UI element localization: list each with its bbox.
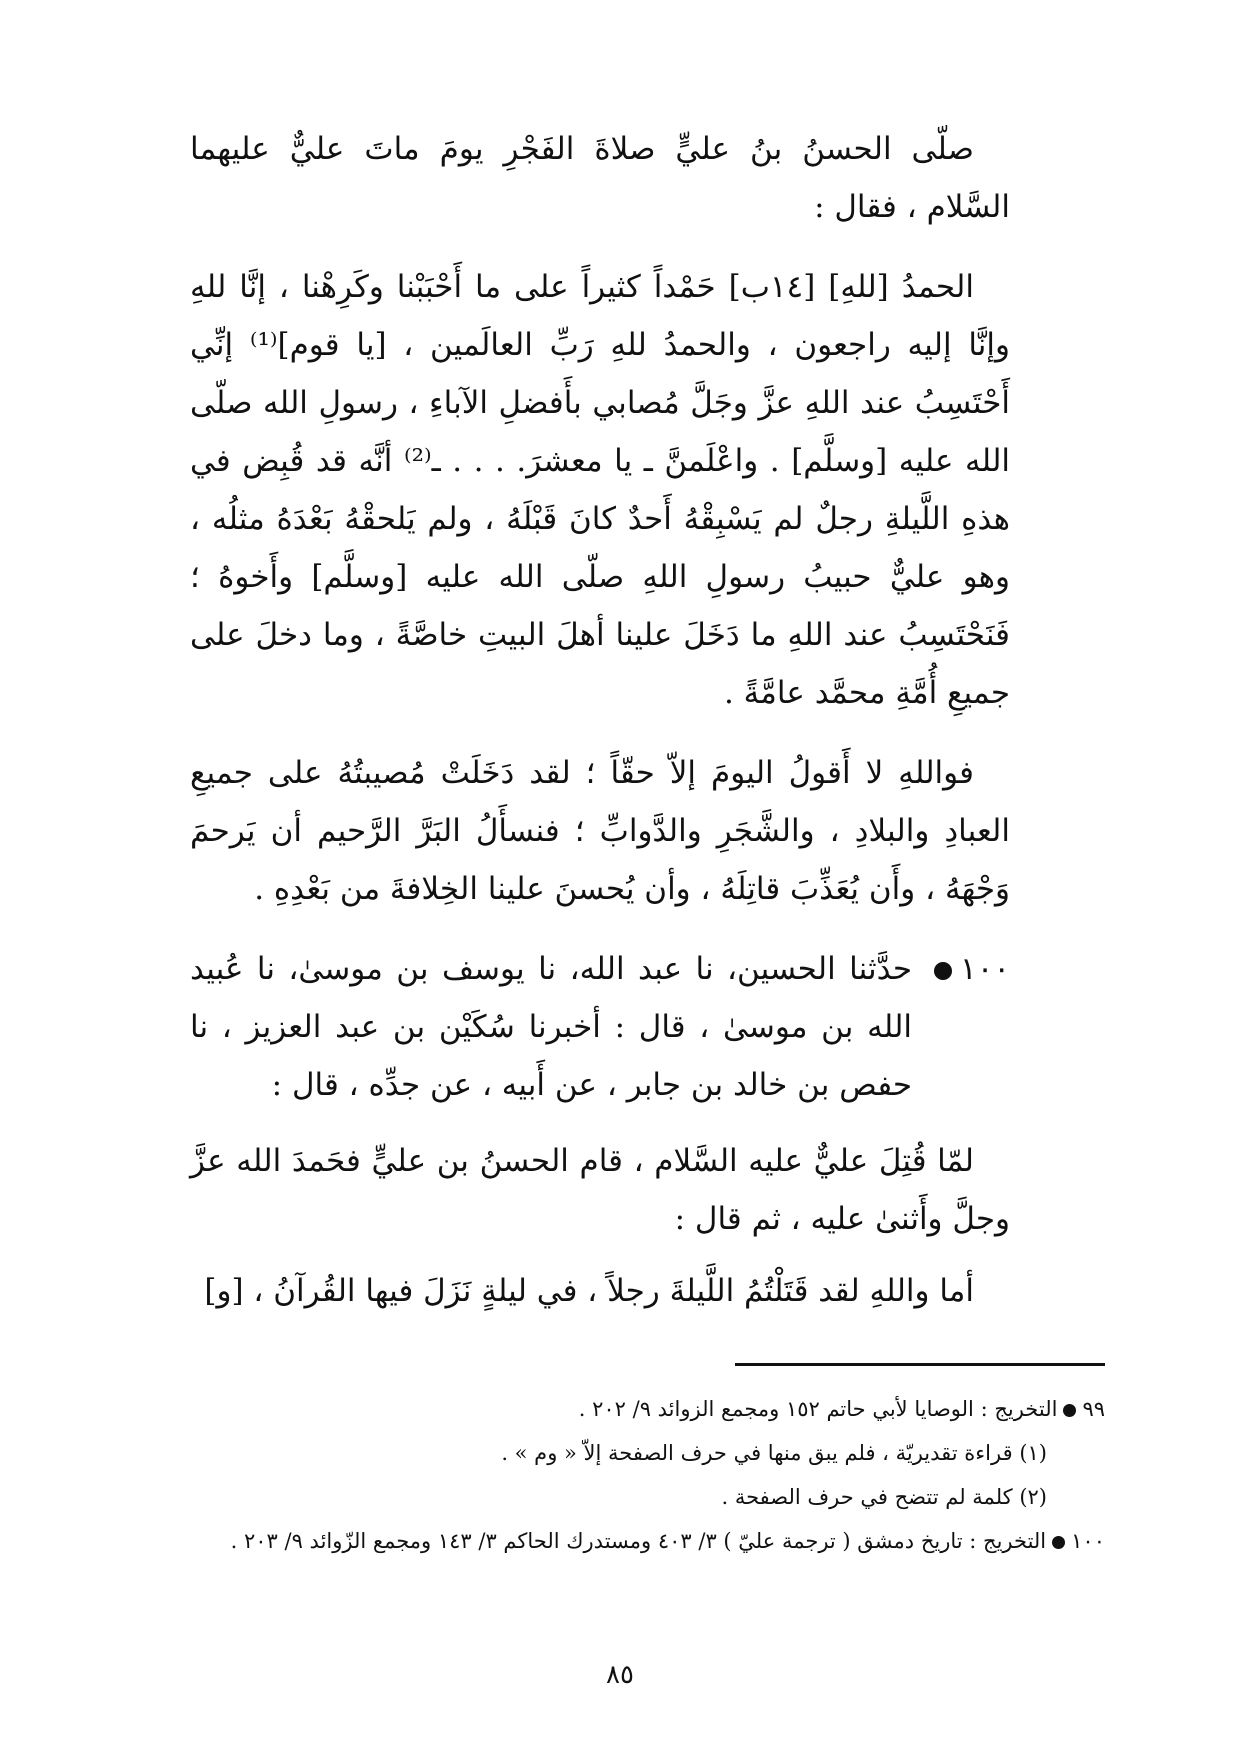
paragraph-sermon-continued: فواللهِ لا أَقولُ اليومَ إلاّ حقّاً ؛ لقد دَخَلَتْ مُصيبتُهُ على جميعِ العبادِ والبلادِ ، والشَّجَرِ والدَّوابِّ ؛ فنسأَلُ البَرَّ الرَّحيم أن يَرحمَ وَجْهَهُ ، وأَن يُعَذِّبَ قاتِلَهُ ، وأن يُحسنَ علينا الخِلافةَ من بَعْدِهِ . bbox=[190, 755, 1010, 907]
paragraph-intro: صلّى الحسنُ بنُ عليٍّ صلاةَ الفَجْرِ يومَ ماتَ عليٌّ عليهما السَّلام ، فقال : bbox=[190, 131, 1010, 225]
page-number: ٨٥ bbox=[606, 1660, 634, 1690]
footnote-99: ٩٩التخريج : الوصايا لأبي حاتم ١٥٢ ومجمع الزوائد ٩/ ٢٠٢ . bbox=[578, 1397, 1105, 1421]
hadith-chain: حدَّثنا الحسين، نا عبد الله، نا يوسف بن موسىٰ، نا عُبيد الله بن موسىٰ ، قال : أخبرنا سُكَيْن بن عبد العزيز ، نا حفص بن خالد بن جابر ، عن أَبيه ، عن جدِّه ، قال : bbox=[190, 951, 913, 1103]
paragraph-sermon: الحمدُ [للهِ] [١٤ب] حَمْداً كثيراً على ما أَحْبَبْنا وكَرِهْنا ، إنَّا للهِ وإنَّا إليه راجعون ، والحمدُ للهِ رَبِّ العالَمين ، [يا قوم]⁽¹⁾ إنِّي أَحْتَسِبُ عند اللهِ عزَّ وجَلَّ مُصابي بأَفضلِ الآباءِ ، رسولِ الله صلّى الله عليه [وسلَّم] . واعْلَمنَّ ـ يا معشرَ. . . . ـ⁽²⁾ أنَّه قد قُبِض في هذهِ اللَّيلةِ رجلٌ لم يَسْبِقْهُ أَحدٌ كانَ قَبْلَهُ ، ولم يَلحقْهُ بَعْدَهُ مثلُه ، وهو عليٌّ حبيبُ رسولِ اللهِ صلّى الله عليه [وسلَّم] وأَخوهُ ؛ فَنَحْتَسِبُ عند اللهِ ما دَخَلَ علينا أهلَ البيتِ خاصَّةً ، وما دخلَ على جميعِ أُمَّةِ محمَّد عامَّةً . bbox=[190, 269, 1010, 711]
footnote-1: (١) قراءة تقديريّة ، فلم يبق منها في حرف الصفحة إلاّ « وم » . bbox=[501, 1441, 1047, 1465]
footnote-100: ١٠٠التخريج : تاريخ دمشق ( ترجمة عليّ ) ٣/ ٤٠٣ ومستدرك الحاكم ٣/ ١٤٣ ومجمع الزّوائد ٩/ ٢٠٣ . bbox=[230, 1529, 1105, 1553]
bullet-icon bbox=[934, 962, 952, 980]
hadith-number: ١٠٠ bbox=[926, 940, 1010, 1114]
bullet-icon bbox=[1063, 1404, 1076, 1417]
hadith-100 bbox=[190, 940, 1010, 1114]
footnote-2: (٢) كلمة لم تتضح في حرف الصفحة . bbox=[721, 1485, 1047, 1509]
main-text bbox=[190, 120, 1010, 1334]
footnote-divider bbox=[735, 1363, 1105, 1366]
hadith-paragraph-2: أما واللهِ لقد قَتَلْتُمُ اللَّيلةَ رجلاً ، في ليلةٍ نَزَلَ فيها القُرآنُ ، [و] bbox=[204, 1273, 974, 1309]
hadith-paragraph-1: لمّا قُتِلَ عليٌّ عليه السَّلام ، قام الحسنُ بن عليٍّ فحَمدَ الله عزَّ وجلَّ وأَثنىٰ عليه ، ثم قال : bbox=[190, 1143, 1010, 1237]
footnotes bbox=[190, 1388, 1105, 1564]
bullet-icon bbox=[1052, 1536, 1065, 1549]
